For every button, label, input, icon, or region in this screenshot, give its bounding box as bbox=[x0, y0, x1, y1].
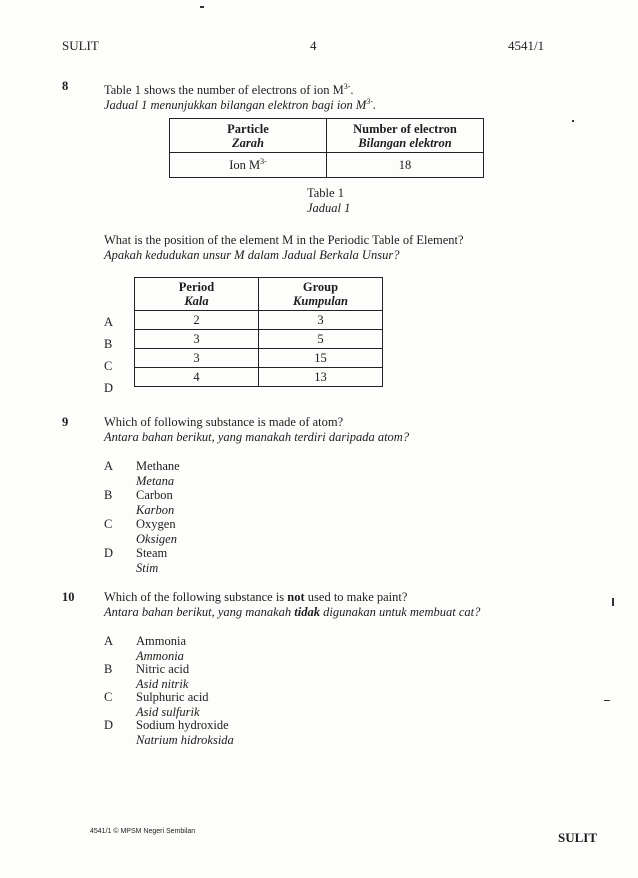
option-a-label[interactable]: A bbox=[104, 315, 114, 329]
question-9-text-ms: Antara bahan berikut, yang manakah terdiri daripada atom? bbox=[104, 430, 410, 444]
question-8-number: 8 bbox=[62, 79, 69, 93]
question-10-text-en: Which of the following substance is not used to make paint? bbox=[104, 590, 408, 604]
table-2-row-c: 3 15 bbox=[135, 349, 383, 368]
option-b-label[interactable]: B bbox=[104, 337, 113, 351]
table-2-options bbox=[134, 277, 383, 387]
q9-option-d[interactable]: Steam Stim bbox=[136, 546, 168, 575]
paper-code: 4541/1 bbox=[508, 38, 545, 53]
question-10-text-ms: Antara bahan berikut, yang manakah tidak digunakan untuk membuat cat? bbox=[104, 605, 481, 619]
q9-option-d-label[interactable]: D bbox=[104, 546, 114, 560]
option-d-label[interactable]: D bbox=[104, 381, 114, 395]
table-1-cell-particle: Ion $M^{3-}$ bbox=[170, 153, 327, 178]
scan-speck bbox=[604, 700, 610, 701]
q9-option-a[interactable]: Methane Metana bbox=[136, 459, 180, 488]
table-2-header-period: Period Kala bbox=[135, 278, 259, 311]
q9-option-c[interactable]: Oxygen Oksigen bbox=[136, 517, 177, 546]
header-sulit: SULIT bbox=[62, 38, 99, 53]
question-9-number: 9 bbox=[62, 415, 69, 429]
option-c-label[interactable]: C bbox=[104, 359, 113, 373]
question-8-text-en: Table 1 shows the number of electrons of ion $M^{3-}$. bbox=[104, 82, 354, 98]
question-8-ask-en: What is the position of the element M in the Periodic Table of Element? bbox=[104, 233, 464, 247]
q10-option-b-label[interactable]: B bbox=[104, 662, 113, 676]
table-2-row-d: 4 13 bbox=[135, 368, 383, 387]
footer-copyright: 4541/1 © MPSM Negeri Sembilan bbox=[90, 828, 196, 835]
q10-option-d[interactable]: Sodium hydroxide Natrium hidroksida bbox=[136, 718, 234, 747]
q9-option-a-label[interactable]: A bbox=[104, 459, 114, 473]
q10-option-a-label[interactable]: A bbox=[104, 634, 114, 648]
table-1-header-particle: Particle Zarah bbox=[170, 119, 327, 153]
q10-option-c-label[interactable]: C bbox=[104, 690, 113, 704]
table-2-header-group: Group Kumpulan bbox=[259, 278, 383, 311]
q9-option-b[interactable]: Carbon Karbon bbox=[136, 488, 175, 517]
scan-speck bbox=[572, 120, 574, 122]
table-1-header-electrons: Number of electron Bilangan elektron bbox=[327, 119, 484, 153]
question-8-ask-ms: Apakah kedudukan unsur M dalam Jadual Berkala Unsur? bbox=[104, 248, 400, 262]
table-2-row-b: 3 5 bbox=[135, 330, 383, 349]
table-1-caption-en: Table 1 bbox=[307, 186, 344, 200]
table-2-row-a: 2 3 bbox=[135, 311, 383, 330]
table-1 bbox=[169, 118, 484, 178]
q10-option-d-label[interactable]: D bbox=[104, 718, 114, 732]
q9-option-b-label[interactable]: B bbox=[104, 488, 113, 502]
scan-speck bbox=[200, 6, 204, 8]
page-number: 4 bbox=[310, 38, 317, 53]
question-8-text-ms: Jadual 1 menunjukkan bilangan elektron bagi ion $M^{3-}$. bbox=[104, 97, 377, 113]
table-1-cell-value: 18 bbox=[327, 153, 484, 178]
question-10-number: 10 bbox=[62, 590, 75, 604]
q9-option-c-label[interactable]: C bbox=[104, 517, 113, 531]
q10-option-b[interactable]: Nitric acid Asid nitrik bbox=[136, 662, 190, 691]
q10-option-a[interactable]: Ammonia Ammonia bbox=[136, 634, 186, 663]
footer-sulit: SULIT bbox=[558, 830, 598, 845]
question-9-text-en: Which of following substance is made of atom? bbox=[104, 415, 344, 429]
q10-option-c[interactable]: Sulphuric acid Asid sulfurik bbox=[136, 690, 209, 719]
scan-speck bbox=[612, 598, 614, 606]
table-1-caption-ms: Jadual 1 bbox=[307, 201, 351, 215]
